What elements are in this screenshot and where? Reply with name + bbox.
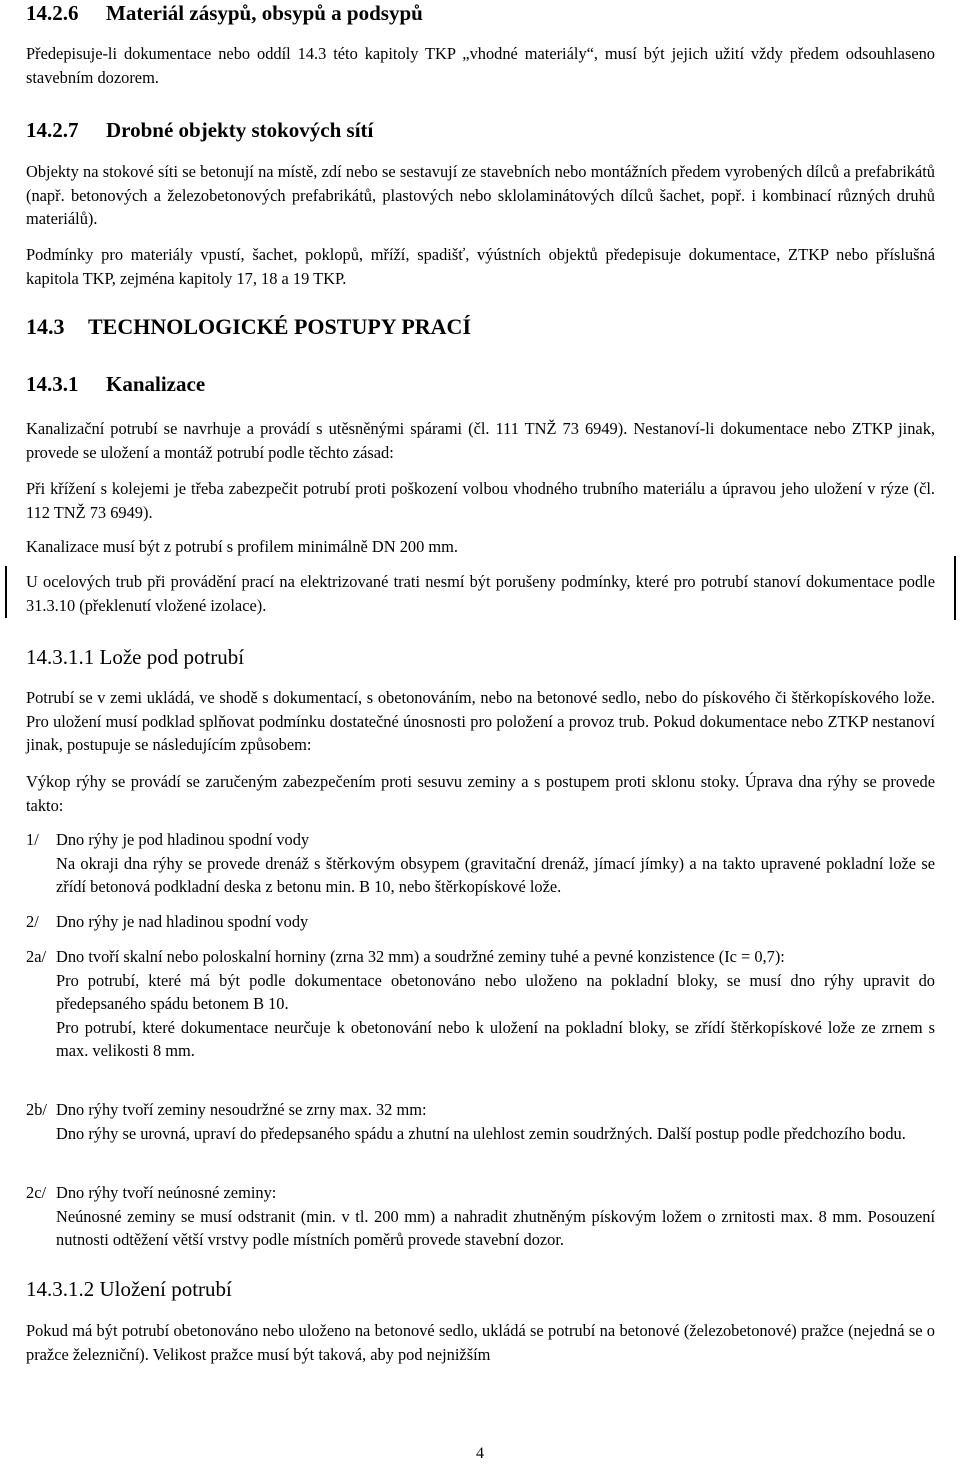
list-item <box>26 910 935 934</box>
section-title: TECHNOLOGICKÉ POSTUPY PRACÍ <box>88 314 472 339</box>
list-item <box>26 828 935 899</box>
section-number: 14.2.7 <box>26 118 79 142</box>
change-bar-left <box>5 566 7 618</box>
list-item-head: Dno rýhy tvoří neúnosné zeminy: <box>56 1183 277 1202</box>
subsection-heading-14-3-1-1: 14.3.1.1 Lože pod potrubí <box>26 645 245 669</box>
paragraph: Kanalizace musí být z potrubí s profilem minimálně DN 200 mm. <box>26 537 458 556</box>
section-title: Drobné objekty stokových sítí <box>106 118 374 142</box>
list-item-head: Dno rýhy je nad hladinou spodní vody <box>56 912 309 931</box>
paragraph: Potrubí se v zemi ukládá, ve shodě s dokumentací, s obetonováním, nebo na betonové sedlo, nebo do pískového či štěrkopískového lože. Pro uložení musí podklad splňovat podmínku dostatečné únosnosti pro položení a provoz trub. Pokud dokumentace nebo ZTKP nestanoví jinak, postupuje se následujícím způsobem: <box>26 688 935 754</box>
paragraph: Předepisuje-li dokumentace nebo oddíl 14.3 této kapitoly TKP „vhodné materiály“, musí být jejich užití vždy předem odsouhlaseno stavebním dozorem. <box>26 44 935 87</box>
paragraph: U ocelových trub při provádění prací na elektrizované trati nesmí být porušeny podmínky, které pro potrubí stanoví dokumentace podle 31.3.10 (překlenutí vložené izolace). <box>26 572 935 615</box>
section-heading-14-2-7 <box>26 118 373 142</box>
list-item-head: Dno rýhy je pod hladinou spodní vody <box>56 830 310 849</box>
subsection-heading-14-3-1-2: 14.3.1.2 Uložení potrubí <box>26 1277 232 1301</box>
paragraph: Kanalizační potrubí se navrhuje a provádí s utěsněnými spárami (čl. 111 TNŽ 73 6949). Nestanoví-li dokumentace nebo ZTKP jinak, provede se uložení a montáž potrubí podle těchto zásad: <box>26 419 935 462</box>
paragraph: Objekty na stokové síti se betonují na místě, zdí nebo se sestavují ze stavebních nebo montážních předem vyrobených dílců a prefabrikátů (např. betonových a železobetonových prefabrikátů, plastových nebo sklolaminátových dílců šachet, popř. i kombinací různých druhů materiálů). <box>26 162 935 228</box>
change-bar-right <box>954 556 956 620</box>
list-item-number: 1/ <box>26 830 39 849</box>
list-item-head: Dno tvoří skalní nebo poloskalní horniny (zrna 32 mm) a soudržné zeminy tuhé a pevné konzistence (Ic = 0,7): <box>56 947 785 966</box>
list-item-number: 2b/ <box>26 1100 47 1119</box>
page-number: 4 <box>476 1445 484 1462</box>
list-item-number: 2/ <box>26 912 39 931</box>
list-item-number: 2c/ <box>26 1183 47 1202</box>
chapter-heading-14-3 <box>26 314 471 340</box>
list-item <box>26 1181 935 1252</box>
list-item-text: Neúnosné zeminy se musí odstranit (min. v tl. 200 mm) a nahradit zhutněným pískovým ložem o zrnitosti max. 8 mm. Posouzení nutnosti odtěžení větší vrstvy podle místních poměrů provede stavební dozor. <box>56 1206 935 1249</box>
list-item-text: Dno rýhy se urovná, upraví do předepsaného spádu a zhutní na ulehlost zemin soudržných. Další postup podle předchozího bodu. <box>56 1123 906 1143</box>
section-title: Kanalizace <box>106 372 206 396</box>
list-item-number: 2a/ <box>26 947 47 966</box>
list-item <box>26 945 935 1063</box>
section-number: 14.2.6 <box>26 1 79 25</box>
section-heading-14-2-6 <box>26 1 423 25</box>
list-item-head: Dno rýhy tvoří zeminy nesoudržné se zrny max. 32 mm: <box>56 1100 427 1119</box>
paragraph: Při křížení s kolejemi je třeba zabezpečit potrubí proti poškození volbou vhodného trubního materiálu a úpravou jeho uložení v rýze (čl. 112 TNŽ 73 6949). <box>26 479 935 522</box>
section-heading-14-3-1 <box>26 372 205 396</box>
list-item-text: Na okraji dna rýhy se provede drenáž s štěrkovým obsypem (gravitační drenáž, jímací jímky) a na takto upravené pokladní lože se zřídí betonová podkladní deska z betonu min. B 10, nebo štěrkopískové lože. <box>56 853 935 896</box>
list-item-text: Pro potrubí, které dokumentace neurčuje k obetonování nebo k uložení na pokladní bloky, se zřídí štěrkopískové lože ze zrnem s max. velikosti 8 mm. <box>56 1017 935 1060</box>
paragraph: Výkop rýhy se provádí se zaručeným zabezpečením proti sesuvu zeminy a s postupem proti sklonu stoky. Úprava dna rýhy se provede takto: <box>26 772 935 815</box>
section-number: 14.3 <box>26 314 65 339</box>
list-item <box>26 1098 935 1145</box>
list-item-text: Pro potrubí, které má být podle dokumentace obetonováno nebo uloženo na pokladní bloky, se musí dno rýhy upravit do předepsaného spádu betonem B 10. <box>56 970 935 1013</box>
section-number: 14.3.1 <box>26 372 79 396</box>
section-title: Materiál zásypů, obsypů a podsypů <box>106 1 423 25</box>
paragraph: Pokud má být potrubí obetonováno nebo uloženo na betonové sedlo, ukládá se potrubí na betonové (železobetonové) pražce (nejedná se o pražce železniční). Velikost pražce musí být taková, aby pod nejnižším <box>26 1321 935 1364</box>
paragraph: Podmínky pro materiály vpustí, šachet, poklopů, mříží, spadišť, výústních objektů předepisuje dokumentace, ZTKP nebo příslušná kapitola TKP, zejména kapitoly 17, 18 a 19 TKP. <box>26 245 935 288</box>
